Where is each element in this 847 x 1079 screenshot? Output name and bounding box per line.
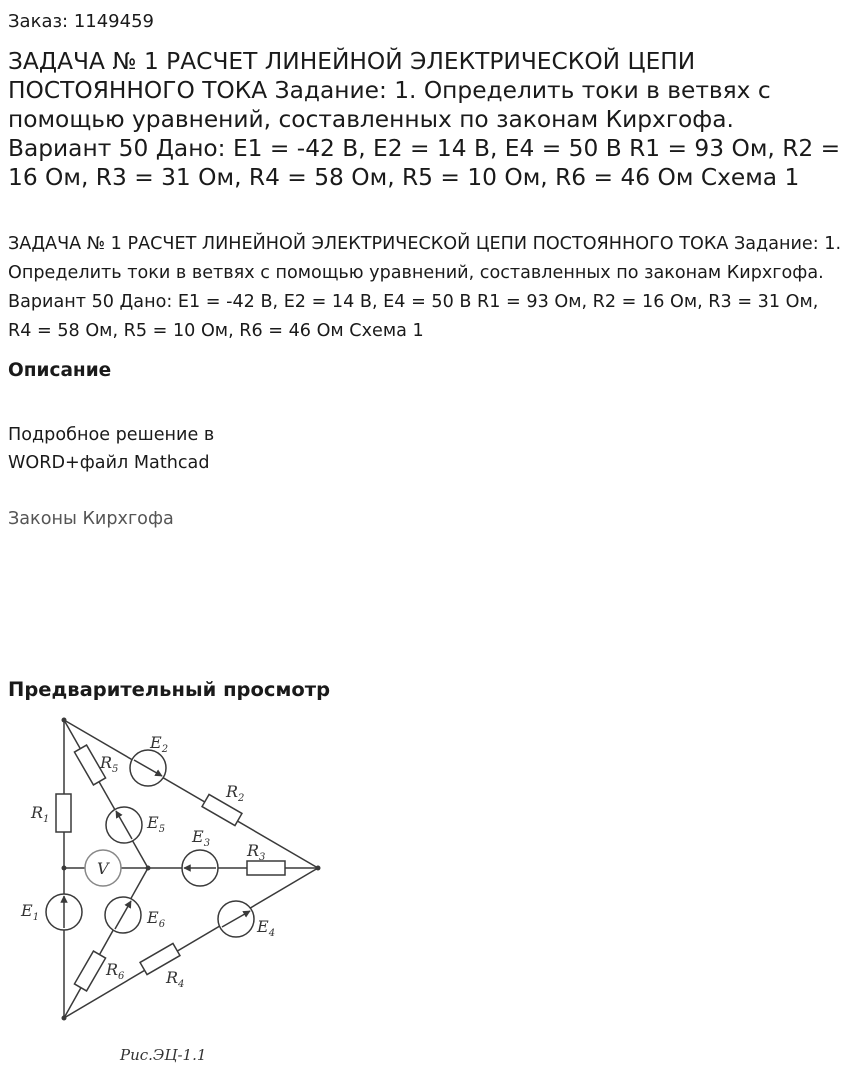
label-r1: $R_1$ [31, 803, 50, 825]
wire-center-top [64, 720, 148, 868]
wire-top-right [64, 720, 318, 868]
circuit-schematic [0, 708, 340, 1079]
label-r2: $R_2$ [226, 782, 245, 804]
node-bottom [62, 1016, 67, 1021]
label-e1: $E_1$ [21, 901, 40, 923]
resistor-r3 [247, 861, 285, 875]
resistor-r6 [74, 951, 105, 991]
figure-caption: Рис.ЭЦ-1.1 [120, 1046, 207, 1064]
label-r5: $R_5$ [100, 753, 119, 775]
label-r4: $R_4$ [166, 968, 185, 990]
page-title: ЗАДАЧА № 1 РАСЧЕТ ЛИНЕЙНОЙ ЭЛЕКТРИЧЕСКОЙ ЦЕПИ ПОСТОЯННОГО ТОКА Задание: 1. Определить токи в ветвях с помощью уравнений, составленных по законам Кирхгофа. Вариант 50 Дано: E1 = -42 В, E2 = 14 В, E4 = 50 В R1 = 93 Ом, R2 = 16 Ом, R3 = 31 Ом, R4 = 58 Ом, R5 = 10 Ом, R6 = 46 Ом Схема 1 [8, 48, 841, 191]
order-number: Заказ: 1149459 [8, 11, 154, 32]
label-e4: $E_4$ [257, 917, 276, 939]
label-e3: $E_3$ [192, 827, 211, 849]
tag-link-kirchhoff[interactable]: Законы Кирхгофа [8, 509, 174, 529]
label-r3: $R_3$ [247, 841, 266, 863]
preview-heading: Предварительный просмотр [8, 678, 331, 701]
node-right [316, 866, 321, 871]
wire-center-bottom [64, 868, 148, 1018]
label-e6: $E_6$ [147, 908, 166, 930]
label-r6: $R_6$ [106, 960, 125, 982]
node-center [146, 866, 151, 871]
description-text: Подробное решение в WORD+файл Mathcad [8, 425, 215, 473]
voltmeter-label: V [97, 859, 109, 878]
label-e5: $E_5$ [147, 813, 166, 835]
problem-text: ЗАДАЧА № 1 РАСЧЕТ ЛИНЕЙНОЙ ЭЛЕКТРИЧЕСКОЙ ЦЕПИ ПОСТОЯННОГО ТОКА Задание: 1. Определить токи в ветвях с помощью уравнений, составленных по законам Кирхгофа. Вариант 50 Дано: E1 = -42 В, E2 = 14 В, E4 = 50 В R1 = 93 Ом, R2 = 16 Ом, R3 = 31 Ом, R4 = 58 Ом, R5 = 10 Ом, R6 = 46 Ом Схема 1 [8, 234, 842, 341]
node-top [62, 718, 67, 723]
node-left-middle [62, 866, 67, 871]
resistor-r1 [56, 794, 71, 832]
description-heading: Описание [8, 360, 112, 381]
wire-bottom-right [64, 868, 318, 1018]
label-e2: $E_2$ [150, 733, 169, 755]
